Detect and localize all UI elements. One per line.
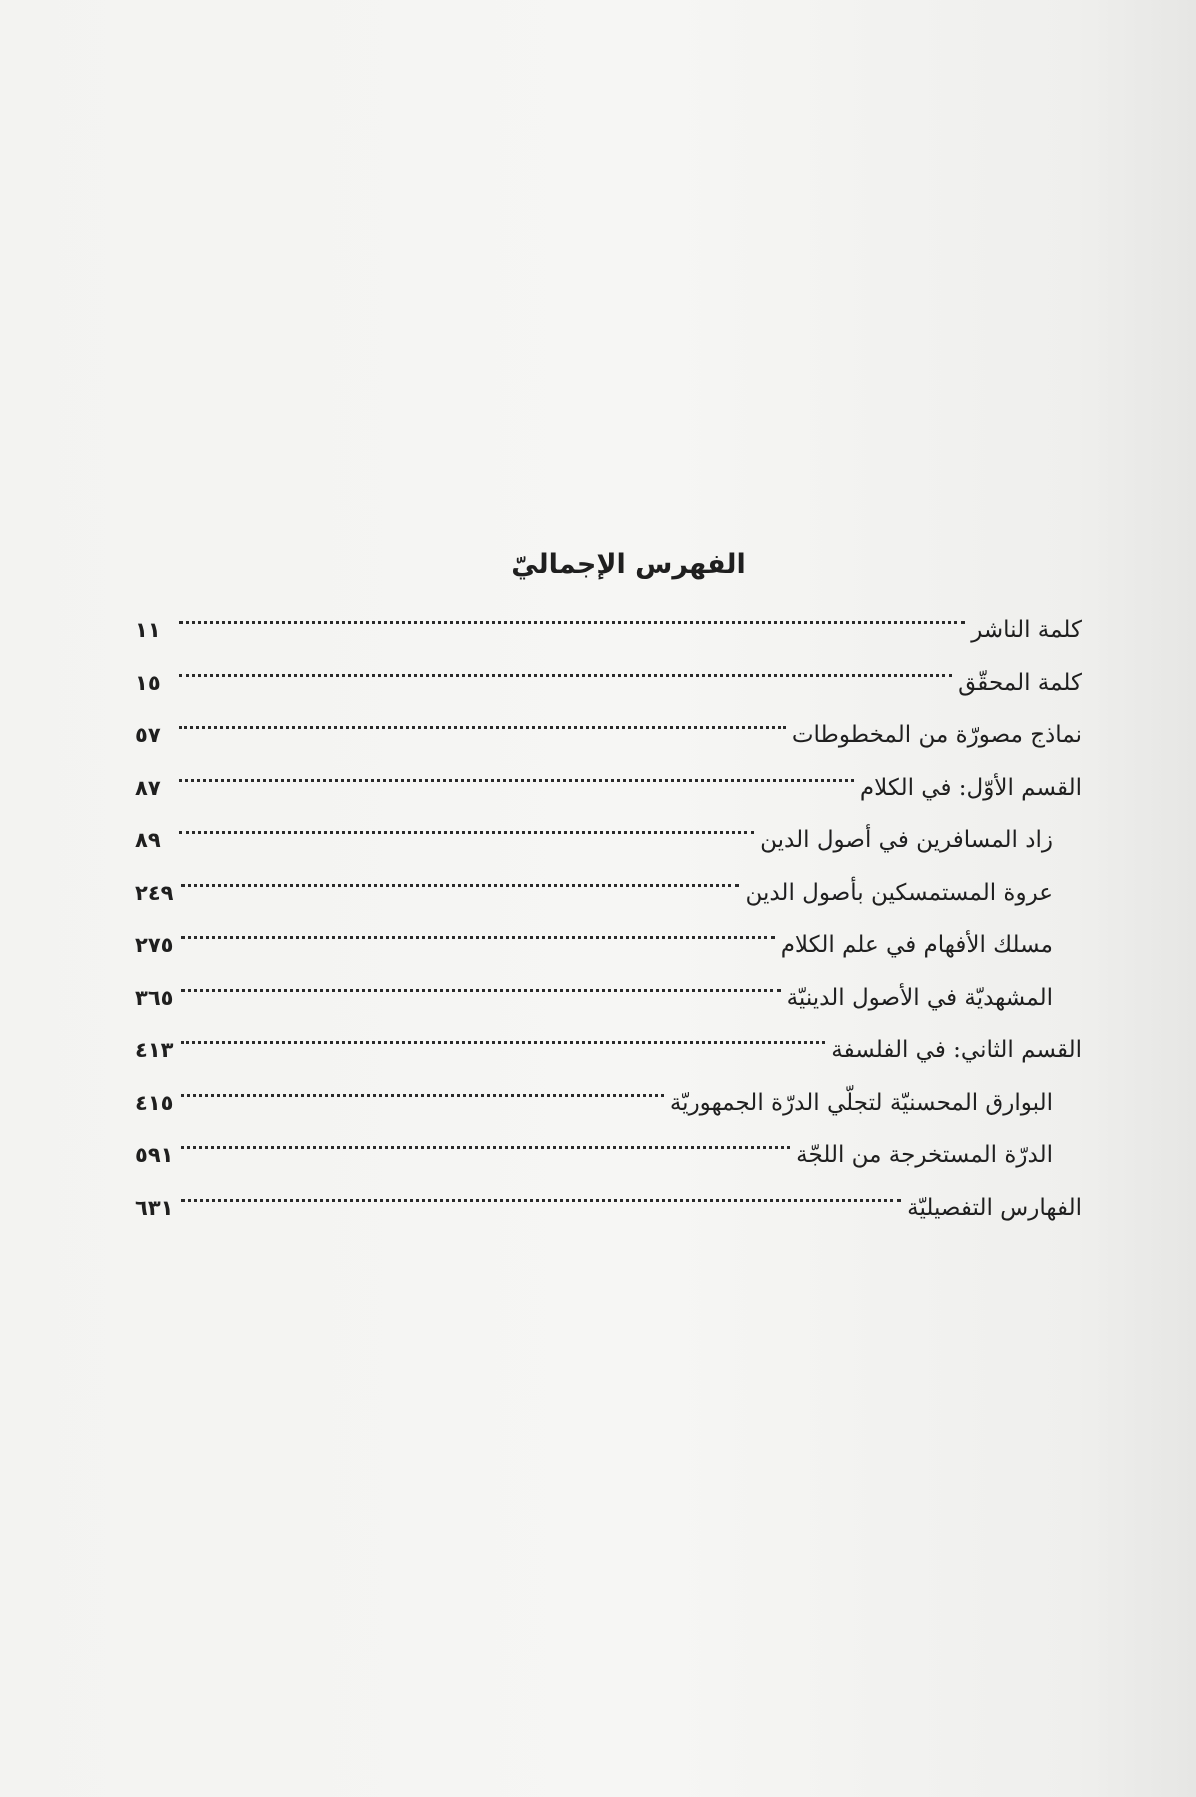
toc-entry-title: نماذج مصورّة من المخطوطات (791, 722, 1082, 748)
toc-entry (135, 965, 1082, 1018)
toc-entry-page: ٢٧٥ (135, 933, 174, 957)
toc-entry (135, 807, 1082, 860)
dot-leader (179, 755, 854, 795)
toc-entry-title: الدرّة المستخرجة من اللجّة (796, 1142, 1053, 1168)
toc-entry (135, 1122, 1082, 1175)
toc-list (135, 597, 1082, 1227)
toc-title: الفهرس الإجماليّ (511, 549, 746, 580)
dot-leader (179, 702, 786, 742)
toc-entry-title: البوارق المحسنيّة لتجلّي الدرّة الجمهوريّة (669, 1089, 1053, 1116)
toc-entry-title: القسم الثاني: في الفلسفة (831, 1037, 1082, 1063)
table-of-contents (135, 545, 1082, 1227)
toc-entry (135, 912, 1082, 965)
toc-entry-title: الفهارس التفصيليّة (907, 1194, 1082, 1221)
toc-entry-title: زاد المسافرين في أصول الدين (760, 827, 1053, 853)
toc-entry (135, 1175, 1082, 1228)
dot-leader (181, 965, 780, 1005)
toc-entry-title: مسلك الأفهام في علم الكلام (780, 932, 1053, 958)
dot-leader (179, 597, 965, 637)
dot-leader (181, 860, 739, 900)
dot-leader (181, 1122, 790, 1162)
toc-entry-title: عروة المستمسكين بأصول الدين (745, 879, 1053, 906)
toc-entry-page: ١١ (135, 618, 161, 642)
dot-leader (181, 1070, 663, 1110)
toc-entry-page: ٤١٥ (135, 1090, 174, 1115)
toc-entry (135, 1017, 1082, 1070)
toc-entry-page: ٥٩١ (135, 1143, 174, 1167)
toc-entry-page: ٤١٣ (135, 1038, 174, 1062)
toc-entry-title: كلمة الناشر (971, 617, 1082, 643)
toc-entry-title: كلمة المحقّق (958, 669, 1082, 696)
toc-entry (135, 860, 1082, 913)
dot-leader (181, 1017, 825, 1057)
toc-entry-title: القسم الأوّل: في الكلام (859, 774, 1082, 801)
toc-entry (135, 650, 1082, 703)
toc-entry-title: المشهديّة في الأصول الدينيّة (786, 984, 1053, 1011)
toc-entry-page: ٣٦٥ (135, 985, 174, 1010)
toc-entry (135, 597, 1082, 650)
toc-entry (135, 1070, 1082, 1123)
dot-leader (181, 912, 774, 952)
toc-entry (135, 702, 1082, 755)
toc-entry-page: ٨٧ (135, 775, 161, 800)
toc-entry-page: ١٥ (135, 670, 161, 695)
toc-entry-page: ٢٤٩ (135, 880, 174, 905)
toc-entry-page: ٦٣١ (135, 1195, 174, 1220)
dot-leader (181, 1175, 901, 1215)
toc-entry-page: ٨٩ (135, 828, 161, 852)
dot-leader (179, 807, 754, 847)
toc-entry (135, 755, 1082, 808)
dot-leader (179, 650, 952, 690)
toc-entry-page: ٥٧ (135, 723, 161, 747)
